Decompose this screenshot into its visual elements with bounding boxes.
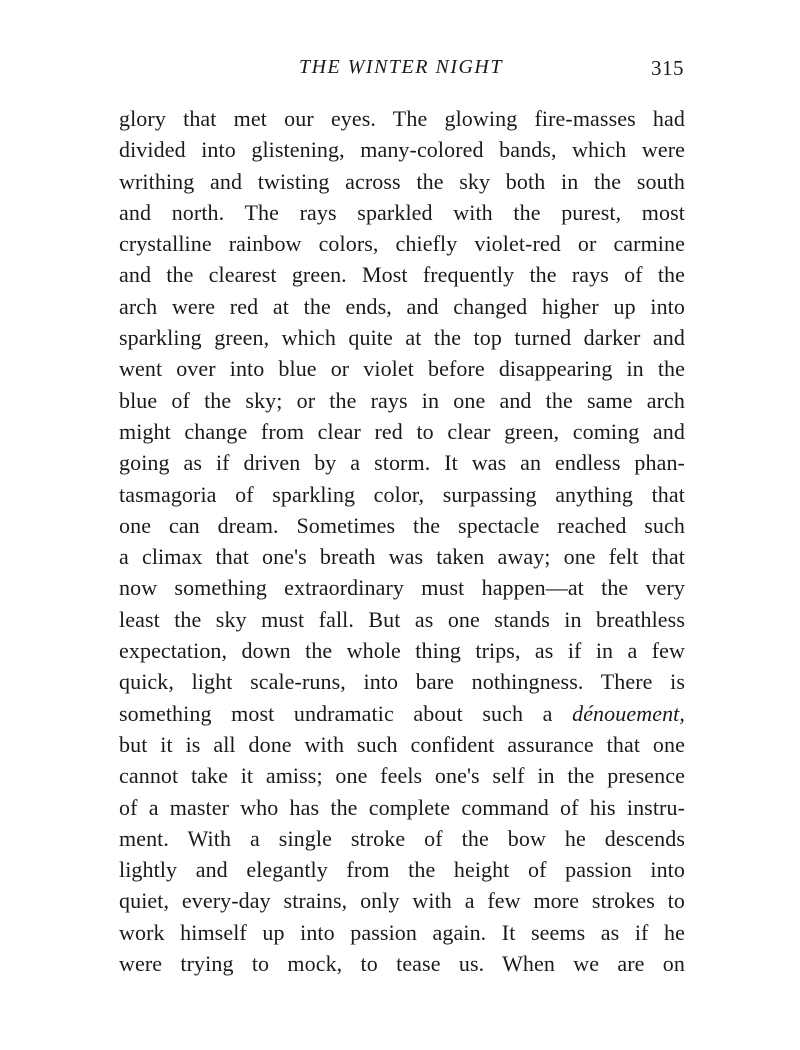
text-line: sparkling green, which quite at the top turned darker and: [119, 325, 685, 351]
text-line-segment: something most undramatic about such a: [119, 700, 553, 726]
page-number: 315: [651, 56, 684, 80]
text-line: but it is all done with such confident assurance that one: [119, 731, 685, 757]
text-line: and the clearest green. Most frequently the rays of the: [119, 262, 685, 288]
text-line: arch were red at the ends, and changed higher up into: [119, 293, 685, 319]
text-line: went over into blue or violet before disappearing in the: [119, 356, 685, 382]
text-line: work himself up into passion again. It seems as if he: [119, 919, 685, 945]
text-line: now something extraordinary must happen—at the very: [119, 575, 685, 601]
text-line: cannot take it amiss; one feels one's self in the presence: [119, 763, 685, 789]
text-line: going as if driven by a storm. It was an endless phan-: [119, 450, 685, 476]
text-line: quick, light scale-runs, into bare nothingness. There is: [119, 669, 685, 695]
text-line: were trying to mock, to tease us. When we are on: [119, 951, 685, 977]
text-line: and north. The rays sparkled with the purest, most: [119, 199, 685, 225]
text-line: of a master who has the complete command of his instru-: [119, 794, 685, 820]
running-head: [118, 56, 684, 86]
text-line: one can dream. Sometimes the spectacle reached such: [119, 512, 685, 538]
text-line: blue of the sky; or the rays in one and the same arch: [119, 387, 685, 413]
text-line: expectation, down the whole thing trips, as if in a few: [119, 638, 685, 664]
italic-word: dénouement,: [572, 700, 685, 726]
text-line: lightly and elegantly from the height of passion into: [119, 857, 685, 883]
text-line: might change from clear red to clear green, coming and: [119, 418, 685, 444]
text-line: ment. With a single stroke of the bow he descends: [119, 825, 685, 851]
running-title: THE WINTER NIGHT: [298, 56, 503, 78]
text-line: tasmagoria of sparkling color, surpassing anything that: [119, 481, 685, 507]
text-line-with-italic: [119, 698, 685, 729]
text-line: crystalline rainbow colors, chiefly violet-red or carmine: [119, 231, 685, 257]
text-line: divided into glistening, many-colored bands, which were: [119, 137, 685, 163]
text-line: least the sky must fall. But as one stands in breathless: [119, 606, 685, 632]
text-line: a climax that one's breath was taken away; one felt that: [119, 544, 685, 570]
text-line: quiet, every-day strains, only with a few more strokes to: [119, 888, 685, 914]
text-line: glory that met our eyes. The glowing fire-masses had: [119, 106, 685, 131]
text-line: writhing and twisting across the sky both in the south: [119, 168, 685, 194]
body-text: [119, 103, 685, 979]
